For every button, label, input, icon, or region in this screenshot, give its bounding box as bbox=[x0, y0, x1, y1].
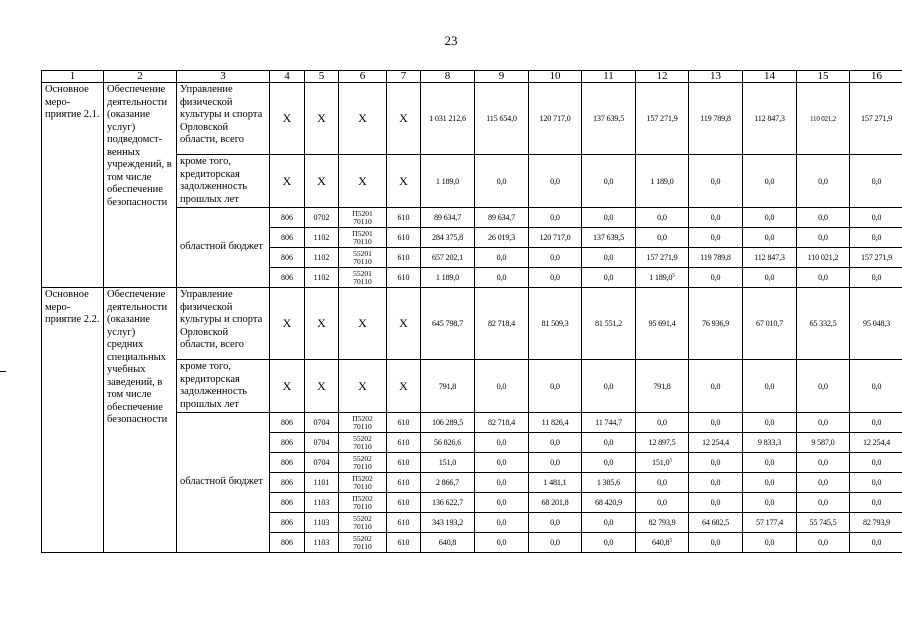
column-header: 7 bbox=[387, 71, 421, 83]
code-cell: 1102 bbox=[305, 248, 339, 268]
code-cell: 806 bbox=[270, 453, 305, 473]
value-cell: 0,0 bbox=[797, 473, 850, 493]
code-line: 55201 bbox=[353, 248, 372, 258]
code-cell: 806 bbox=[270, 248, 305, 268]
code-cell: 1101 bbox=[305, 473, 339, 493]
value-cell: 284 375,8 bbox=[421, 228, 475, 248]
value-cell: 0,0 bbox=[529, 453, 582, 473]
value-cell: 0,0 bbox=[850, 228, 902, 248]
table-row bbox=[42, 83, 902, 155]
code-cell bbox=[339, 248, 387, 268]
value-cell: 0,0 bbox=[797, 360, 850, 413]
code-cell: Х bbox=[305, 288, 339, 360]
column-header: 11 bbox=[582, 71, 636, 83]
value-cell: 0,0 bbox=[475, 513, 529, 533]
value-cell: 120 717,0 bbox=[529, 83, 582, 155]
code-cell: Х bbox=[305, 360, 339, 413]
value-cell: 0,0 bbox=[797, 155, 850, 208]
code-line: 70110 bbox=[353, 441, 372, 451]
value-cell: 0,0 bbox=[689, 493, 743, 513]
code-cell: 806 bbox=[270, 433, 305, 453]
value-cell: 151,0 bbox=[421, 453, 475, 473]
value-cell bbox=[636, 228, 689, 248]
value-cell bbox=[636, 155, 689, 208]
value-cell: 56 826,6 bbox=[421, 433, 475, 453]
column-header: 3 bbox=[177, 71, 270, 83]
budget-label: областной бюджет bbox=[177, 413, 270, 553]
code-cell: 610 bbox=[387, 228, 421, 248]
value-cell: 0,0 bbox=[850, 413, 902, 433]
value-cell: 0,0 bbox=[850, 473, 902, 493]
value-cell: 0,0 bbox=[475, 433, 529, 453]
value-cell: 0,0 bbox=[475, 453, 529, 473]
code-cell: 610 bbox=[387, 268, 421, 288]
code-cell bbox=[339, 228, 387, 248]
cell-value: 82 793,9 bbox=[648, 518, 676, 527]
value-cell: 119 789,8 bbox=[689, 83, 743, 155]
value-cell: 82 718,4 bbox=[475, 288, 529, 360]
value-cell bbox=[636, 248, 689, 268]
code-cell: 0704 bbox=[305, 433, 339, 453]
cell-value: 0,0 bbox=[657, 418, 667, 427]
code-cell bbox=[339, 268, 387, 288]
value-cell bbox=[636, 208, 689, 228]
code-cell: Х bbox=[387, 155, 421, 208]
value-cell: 0,0 bbox=[475, 248, 529, 268]
code-cell: 806 bbox=[270, 268, 305, 288]
code-cell bbox=[339, 493, 387, 513]
code-cell bbox=[339, 413, 387, 433]
cell-value: 640,8 bbox=[652, 538, 670, 547]
value-cell: 0,0 bbox=[797, 228, 850, 248]
value-cell: 112 847,3 bbox=[743, 248, 797, 268]
value-cell: 0,0 bbox=[689, 413, 743, 433]
value-cell: 0,0 bbox=[743, 473, 797, 493]
measure-description: Обеспечение деятельности (оказание услуг) подведомст-венных учреждений, в том числе обеспечение безопасности bbox=[104, 83, 177, 288]
value-cell: 0,0 bbox=[797, 493, 850, 513]
code-cell: 806 bbox=[270, 473, 305, 493]
value-cell: 12 254,4 bbox=[850, 433, 902, 453]
value-cell: 0,0 bbox=[529, 433, 582, 453]
value-cell: 0,0 bbox=[475, 155, 529, 208]
value-cell: 0,0 bbox=[582, 360, 636, 413]
value-cell: 0,0 bbox=[582, 268, 636, 288]
code-line: П5201 bbox=[352, 228, 373, 238]
code-cell: 0702 bbox=[305, 208, 339, 228]
value-cell: 0,0 bbox=[797, 453, 850, 473]
code-cell bbox=[339, 533, 387, 553]
row-label: кроме того, кредиторская задолженность прошлых лет bbox=[177, 155, 270, 208]
value-cell: 1 481,1 bbox=[529, 473, 582, 493]
value-cell: 1 031 212,6 bbox=[421, 83, 475, 155]
code-line: П5202 bbox=[352, 413, 373, 423]
code-cell: 610 bbox=[387, 433, 421, 453]
column-header: 8 bbox=[421, 71, 475, 83]
budget-table bbox=[41, 70, 902, 553]
value-cell: 0,0 bbox=[743, 493, 797, 513]
code-cell: 806 bbox=[270, 513, 305, 533]
column-header: 13 bbox=[689, 71, 743, 83]
header-row bbox=[42, 71, 902, 83]
code-cell: Х bbox=[270, 360, 305, 413]
value-cell: 0,0 bbox=[797, 268, 850, 288]
code-cell: 610 bbox=[387, 248, 421, 268]
value-cell: 157 271,9 bbox=[850, 83, 902, 155]
value-cell: 0,0 bbox=[743, 155, 797, 208]
value-cell: 0,0 bbox=[529, 208, 582, 228]
value-cell: 0,0 bbox=[529, 360, 582, 413]
value-cell: 0,0 bbox=[743, 453, 797, 473]
code-line: П5201 bbox=[352, 208, 373, 218]
footnote-mark: 5 bbox=[669, 537, 672, 544]
value-cell: 9 587,0 bbox=[797, 433, 850, 453]
margin-mark bbox=[0, 371, 6, 372]
value-cell: 68 201,8 bbox=[529, 493, 582, 513]
value-cell bbox=[636, 533, 689, 553]
code-line: 70110 bbox=[353, 421, 372, 431]
code-cell: Х bbox=[305, 83, 339, 155]
code-cell: 610 bbox=[387, 493, 421, 513]
code-cell bbox=[339, 433, 387, 453]
code-cell: 610 bbox=[387, 208, 421, 228]
value-cell: 0,0 bbox=[743, 228, 797, 248]
code-line: 55202 bbox=[353, 453, 372, 463]
column-header: 9 bbox=[475, 71, 529, 83]
code-line: 55202 bbox=[353, 433, 372, 443]
value-cell bbox=[636, 453, 689, 473]
value-cell: 0,0 bbox=[850, 155, 902, 208]
column-header: 15 bbox=[797, 71, 850, 83]
cell-value: 1 189,0 bbox=[650, 176, 674, 186]
code-cell: Х bbox=[387, 360, 421, 413]
value-cell: 82 793,9 bbox=[850, 513, 902, 533]
code-line: 70110 bbox=[353, 541, 372, 551]
value-cell: 0,0 bbox=[743, 360, 797, 413]
footnote-mark: 5 bbox=[669, 457, 672, 464]
code-cell: Х bbox=[270, 288, 305, 360]
code-cell: Х bbox=[305, 155, 339, 208]
code-cell: 610 bbox=[387, 473, 421, 493]
value-cell bbox=[636, 433, 689, 453]
value-cell: 0,0 bbox=[689, 453, 743, 473]
value-cell: 0,0 bbox=[797, 413, 850, 433]
value-cell: 89 634,7 bbox=[421, 208, 475, 228]
value-cell bbox=[636, 473, 689, 493]
value-cell: 0,0 bbox=[475, 473, 529, 493]
value-cell: 0,0 bbox=[689, 533, 743, 553]
value-cell: 81 551,2 bbox=[582, 288, 636, 360]
value-cell: 82 718,4 bbox=[475, 413, 529, 433]
value-cell: 0,0 bbox=[797, 533, 850, 553]
cell-value: 791,8 bbox=[653, 381, 671, 391]
code-cell: 806 bbox=[270, 493, 305, 513]
code-cell: Х bbox=[339, 360, 387, 413]
value-cell bbox=[636, 413, 689, 433]
value-cell bbox=[636, 493, 689, 513]
cell-value: 0,0 bbox=[657, 213, 667, 222]
code-cell: 610 bbox=[387, 513, 421, 533]
value-cell: 119 789,8 bbox=[689, 248, 743, 268]
value-cell: 0,0 bbox=[689, 473, 743, 493]
value-cell: 11 744,7 bbox=[582, 413, 636, 433]
code-cell: Х bbox=[339, 83, 387, 155]
value-cell: 0,0 bbox=[529, 248, 582, 268]
code-cell: 0704 bbox=[305, 453, 339, 473]
value-cell: 137 639,5 bbox=[582, 83, 636, 155]
code-cell: 610 bbox=[387, 453, 421, 473]
value-cell: 11 826,4 bbox=[529, 413, 582, 433]
row-label: Управление физической культуры и спорта Орловской области, всего bbox=[177, 288, 270, 360]
measure-description: Обеспечение деятельности (оказание услуг) средних специальных учебных заведений, в том числе обеспечение безопасности bbox=[104, 288, 177, 553]
column-header: 1 bbox=[42, 71, 104, 83]
column-header: 16 bbox=[850, 71, 902, 83]
value-cell: 0,0 bbox=[582, 453, 636, 473]
code-cell: Х bbox=[387, 288, 421, 360]
cell-value: 157 271,9 bbox=[646, 253, 678, 262]
value-cell: 120 717,0 bbox=[529, 228, 582, 248]
column-header: 6 bbox=[339, 71, 387, 83]
value-cell: 640,8 bbox=[421, 533, 475, 553]
code-cell: Х bbox=[387, 83, 421, 155]
value-cell: 0,0 bbox=[689, 268, 743, 288]
value-cell bbox=[636, 83, 689, 155]
value-cell: 0,0 bbox=[850, 493, 902, 513]
code-cell: 806 bbox=[270, 413, 305, 433]
value-cell: 136 622,7 bbox=[421, 493, 475, 513]
value-cell: 0,0 bbox=[797, 208, 850, 228]
cell-value: 1 189,0 bbox=[649, 273, 673, 282]
value-cell: 76 936,9 bbox=[689, 288, 743, 360]
value-cell: 81 509,3 bbox=[529, 288, 582, 360]
value-cell: 115 654,0 bbox=[475, 83, 529, 155]
code-cell: 806 bbox=[270, 228, 305, 248]
value-cell: 0,0 bbox=[743, 413, 797, 433]
cell-value: 0,0 bbox=[657, 233, 667, 242]
value-cell: 65 332,5 bbox=[797, 288, 850, 360]
value-cell: 68 420,9 bbox=[582, 493, 636, 513]
value-cell: 1 189,0 bbox=[421, 268, 475, 288]
value-cell: 9 833,3 bbox=[743, 433, 797, 453]
code-cell: 610 bbox=[387, 533, 421, 553]
value-cell: 112 847,3 bbox=[743, 83, 797, 155]
code-line: 70110 bbox=[353, 461, 372, 471]
value-cell: 0,0 bbox=[582, 533, 636, 553]
value-cell bbox=[636, 513, 689, 533]
code-cell: Х bbox=[270, 83, 305, 155]
row-label: Управление физической культуры и спорта Орловской области, всего bbox=[177, 83, 270, 155]
table-row bbox=[42, 288, 902, 360]
value-cell: 26 019,3 bbox=[475, 228, 529, 248]
measure-name: Основное меро-приятие 2.2. bbox=[42, 288, 104, 553]
footnote-mark: 5 bbox=[672, 272, 675, 279]
value-cell: 0,0 bbox=[529, 513, 582, 533]
cell-value: 0,0 bbox=[657, 498, 667, 507]
value-cell: 0,0 bbox=[475, 493, 529, 513]
code-line: 70110 bbox=[353, 481, 372, 491]
value-cell: 0,0 bbox=[850, 533, 902, 553]
code-cell: Х bbox=[339, 155, 387, 208]
value-cell: 343 193,2 bbox=[421, 513, 475, 533]
value-cell: 57 177,4 bbox=[743, 513, 797, 533]
code-line: 70110 bbox=[353, 501, 372, 511]
value-cell: 0,0 bbox=[689, 208, 743, 228]
code-line: 70110 bbox=[353, 216, 372, 226]
column-header: 4 bbox=[270, 71, 305, 83]
value-cell: 0,0 bbox=[850, 453, 902, 473]
value-cell: 95 048,3 bbox=[850, 288, 902, 360]
value-cell: 137 639,5 bbox=[582, 228, 636, 248]
value-cell: 657 202,1 bbox=[421, 248, 475, 268]
value-cell: 67 010,7 bbox=[743, 288, 797, 360]
value-cell: 0,0 bbox=[850, 208, 902, 228]
code-cell: Х bbox=[339, 288, 387, 360]
budget-label: областной бюджет bbox=[177, 208, 270, 288]
value-cell: 0,0 bbox=[475, 268, 529, 288]
code-cell bbox=[339, 208, 387, 228]
measure-name: Основное меро-приятие 2.1. bbox=[42, 83, 104, 288]
value-cell: 0,0 bbox=[529, 268, 582, 288]
value-cell: 0,0 bbox=[529, 155, 582, 208]
code-line: 70110 bbox=[353, 521, 372, 531]
value-cell: 110 021,2 bbox=[797, 248, 850, 268]
value-cell: 0,0 bbox=[475, 533, 529, 553]
value-cell: 0,0 bbox=[582, 513, 636, 533]
value-cell: 55 745,5 bbox=[797, 513, 850, 533]
value-cell: 0,0 bbox=[743, 208, 797, 228]
value-cell bbox=[636, 360, 689, 413]
code-line: П5202 bbox=[352, 493, 373, 503]
value-cell: 0,0 bbox=[743, 268, 797, 288]
code-cell: 1102 bbox=[305, 268, 339, 288]
code-line: 70110 bbox=[353, 236, 372, 246]
code-cell: 1103 bbox=[305, 493, 339, 513]
value-cell: 0,0 bbox=[582, 433, 636, 453]
code-line: 55201 bbox=[353, 268, 372, 278]
value-cell: 645 798,7 bbox=[421, 288, 475, 360]
cell-value: 157 271,9 bbox=[646, 114, 678, 123]
value-cell: 89 634,7 bbox=[475, 208, 529, 228]
value-cell: 0,0 bbox=[582, 248, 636, 268]
value-cell: 1 189,0 bbox=[421, 155, 475, 208]
code-cell: 1102 bbox=[305, 228, 339, 248]
code-cell: 1103 bbox=[305, 513, 339, 533]
cell-value: 12 897,5 bbox=[648, 438, 676, 447]
column-header: 10 bbox=[529, 71, 582, 83]
code-cell: 806 bbox=[270, 208, 305, 228]
code-line: 55202 bbox=[353, 533, 372, 543]
code-line: 55202 bbox=[353, 513, 372, 523]
value-cell: 0,0 bbox=[475, 360, 529, 413]
value-cell: 12 254,4 bbox=[689, 433, 743, 453]
code-cell bbox=[339, 473, 387, 493]
code-line: П5202 bbox=[352, 473, 373, 483]
value-cell: 0,0 bbox=[582, 155, 636, 208]
cell-value: 0,0 bbox=[657, 478, 667, 487]
row-label: кроме того, кредиторская задолженность прошлых лет bbox=[177, 360, 270, 413]
column-header: 12 bbox=[636, 71, 689, 83]
value-cell bbox=[636, 288, 689, 360]
code-cell: 806 bbox=[270, 533, 305, 553]
value-cell: 157 271,9 bbox=[850, 248, 902, 268]
column-header: 14 bbox=[743, 71, 797, 83]
code-cell: Х bbox=[270, 155, 305, 208]
code-line: 70110 bbox=[353, 276, 372, 286]
value-cell: 0,0 bbox=[743, 533, 797, 553]
value-cell: 110 021,2 bbox=[797, 83, 850, 155]
value-cell: 0,0 bbox=[689, 155, 743, 208]
code-cell bbox=[339, 453, 387, 473]
value-cell: 0,0 bbox=[850, 360, 902, 413]
value-cell bbox=[636, 268, 689, 288]
value-cell: 0,0 bbox=[850, 268, 902, 288]
code-cell: 0704 bbox=[305, 413, 339, 433]
column-header: 2 bbox=[104, 71, 177, 83]
code-line: 70110 bbox=[353, 256, 372, 266]
cell-value: 151,0 bbox=[652, 458, 670, 467]
value-cell: 1 385,6 bbox=[582, 473, 636, 493]
value-cell: 106 289,5 bbox=[421, 413, 475, 433]
cell-value: 95 691,4 bbox=[648, 319, 676, 328]
value-cell: 791,8 bbox=[421, 360, 475, 413]
value-cell: 64 682,5 bbox=[689, 513, 743, 533]
code-cell: 1103 bbox=[305, 533, 339, 553]
column-header: 5 bbox=[305, 71, 339, 83]
value-cell: 0,0 bbox=[689, 228, 743, 248]
table-body bbox=[42, 83, 902, 553]
value-cell: 0,0 bbox=[582, 208, 636, 228]
page-number: 23 bbox=[444, 33, 458, 48]
code-cell bbox=[339, 513, 387, 533]
value-cell: 0,0 bbox=[529, 533, 582, 553]
value-cell: 2 866,7 bbox=[421, 473, 475, 493]
value-cell: 0,0 bbox=[689, 360, 743, 413]
code-cell: 610 bbox=[387, 413, 421, 433]
